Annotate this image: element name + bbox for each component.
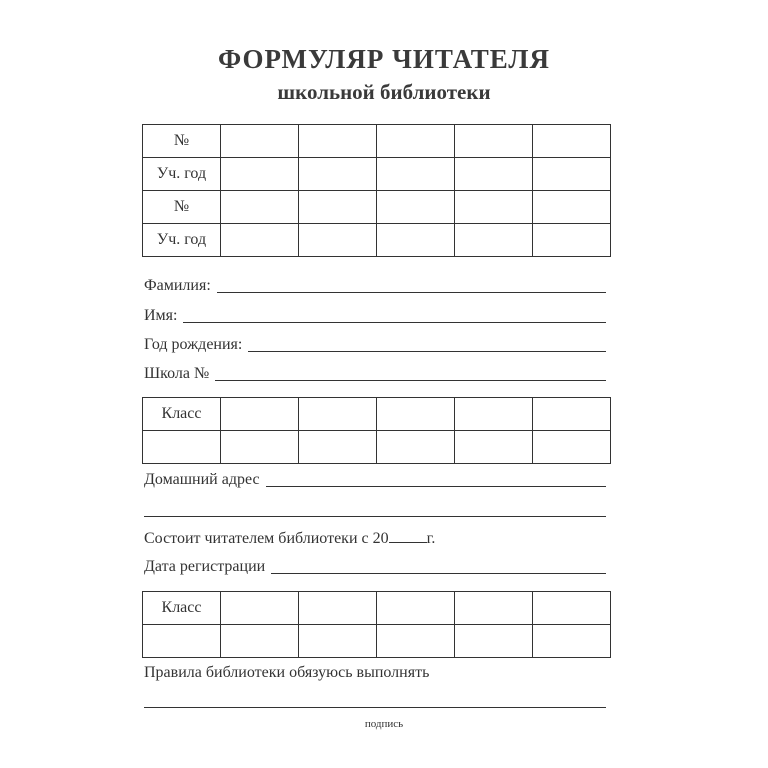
class-table	[142, 397, 611, 464]
table-cell[interactable]	[377, 191, 455, 224]
table-cell[interactable]	[299, 592, 377, 625]
table-cell[interactable]	[221, 431, 299, 464]
registration-date-input-line[interactable]	[271, 557, 606, 574]
table-cell[interactable]	[299, 224, 377, 257]
table-cell[interactable]	[455, 625, 533, 658]
school-number-field	[144, 364, 606, 383]
table-cell[interactable]	[299, 431, 377, 464]
table-cell[interactable]	[455, 158, 533, 191]
table-cell[interactable]	[221, 592, 299, 625]
table-cell[interactable]	[533, 398, 611, 431]
table-cell[interactable]	[377, 398, 455, 431]
class-table	[142, 591, 611, 658]
table-cell[interactable]	[455, 398, 533, 431]
table-row	[143, 224, 611, 257]
table-cell[interactable]	[533, 431, 611, 464]
signature-caption: подпись	[364, 718, 404, 730]
table-cell[interactable]	[455, 125, 533, 158]
home-address-input-line[interactable]	[266, 470, 606, 487]
table-cell[interactable]	[299, 625, 377, 658]
number-label-cell: №	[143, 125, 221, 158]
class-label-cell: Класс	[143, 592, 221, 625]
membership-year-blank[interactable]	[389, 528, 427, 543]
school-number-label: Школа №	[144, 365, 210, 382]
school-number-input-line[interactable]	[215, 364, 606, 381]
table-row	[143, 125, 611, 158]
table-cell[interactable]	[221, 398, 299, 431]
table-row	[143, 592, 611, 625]
name-input-line[interactable]	[183, 306, 606, 323]
rules-statement: Правила библиотеки обязуюсь выполнять	[144, 664, 430, 681]
table-cell[interactable]	[143, 431, 221, 464]
table-cell[interactable]	[299, 398, 377, 431]
table-cell[interactable]	[377, 224, 455, 257]
home-address-label: Домашний адрес	[144, 471, 260, 488]
table-cell[interactable]	[221, 191, 299, 224]
table-cell[interactable]	[377, 625, 455, 658]
table-cell[interactable]	[221, 125, 299, 158]
table-cell[interactable]	[221, 158, 299, 191]
membership-text: Состоит читателем библиотеки с 20	[144, 530, 389, 547]
table-cell[interactable]	[299, 191, 377, 224]
table-cell[interactable]	[533, 625, 611, 658]
table-cell[interactable]	[533, 191, 611, 224]
table-cell[interactable]	[377, 125, 455, 158]
class-label-cell: Класс	[143, 398, 221, 431]
registration-date-field	[144, 557, 606, 576]
form-subtitle: школьной библиотеки	[277, 80, 491, 104]
table-row	[143, 398, 611, 431]
table-cell[interactable]	[377, 592, 455, 625]
table-cell[interactable]	[377, 431, 455, 464]
form-title: ФОРМУЛЯР ЧИТАТЕЛЯ	[218, 44, 550, 74]
table-row	[143, 431, 611, 464]
table-row	[143, 625, 611, 658]
table-row	[143, 158, 611, 191]
table-cell[interactable]	[455, 431, 533, 464]
table-cell[interactable]	[533, 592, 611, 625]
school-year-label-cell: Уч. год	[143, 158, 221, 191]
table-cell[interactable]	[221, 625, 299, 658]
number-year-table	[142, 124, 611, 257]
surname-input-line[interactable]	[217, 276, 606, 293]
table-cell[interactable]	[455, 224, 533, 257]
table-row	[143, 191, 611, 224]
signature-line[interactable]	[144, 707, 606, 708]
surname-label: Фамилия:	[144, 277, 211, 294]
table-cell[interactable]	[299, 158, 377, 191]
name-field	[144, 306, 606, 325]
table-cell[interactable]	[533, 224, 611, 257]
table-cell[interactable]	[221, 224, 299, 257]
table-cell[interactable]	[455, 191, 533, 224]
table-cell[interactable]	[377, 158, 455, 191]
birth-year-label: Год рождения:	[144, 336, 243, 353]
table-cell[interactable]	[299, 125, 377, 158]
home-address-continuation	[144, 500, 606, 519]
membership-year-suffix: г.	[426, 530, 436, 547]
membership-statement	[144, 528, 435, 548]
home-address-field	[144, 470, 606, 489]
registration-date-label: Дата регистрации	[144, 558, 266, 575]
birth-year-field	[144, 335, 606, 354]
table-cell[interactable]	[143, 625, 221, 658]
name-label: Имя:	[144, 307, 178, 324]
home-address-input-line-2[interactable]	[144, 500, 606, 517]
table-cell[interactable]	[533, 158, 611, 191]
table-cell[interactable]	[455, 592, 533, 625]
birth-year-input-line[interactable]	[248, 335, 606, 352]
table-cell[interactable]	[533, 125, 611, 158]
number-label-cell: №	[143, 191, 221, 224]
surname-field	[144, 276, 606, 295]
school-year-label-cell: Уч. год	[143, 224, 221, 257]
